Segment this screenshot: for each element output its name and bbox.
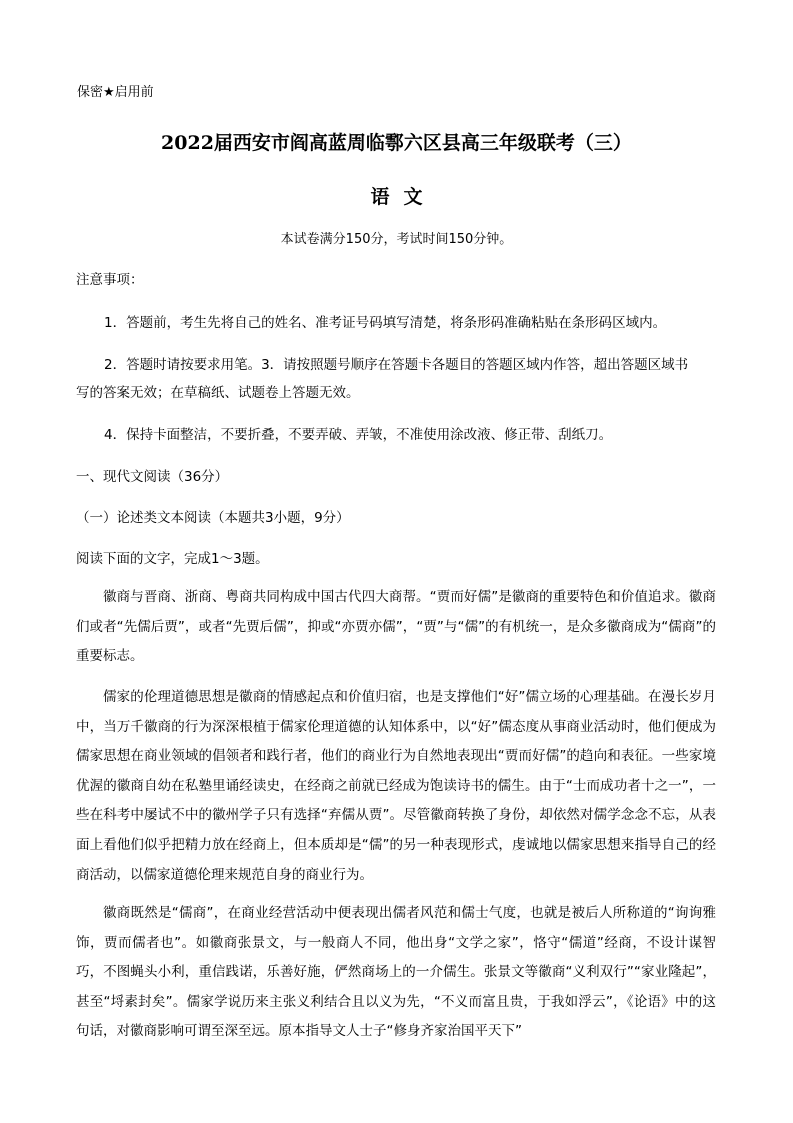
confidential-label: 保密★启用前 xyxy=(77,85,154,100)
note-item-2-line-2: 写的答案无效；在草稿纸、试题卷上答题无效。 xyxy=(76,385,360,401)
subsection-heading: （一）论述类文本阅读（本题共3小题，9分） xyxy=(76,510,350,526)
exam-info: 本试卷满分150分，考试时间150分钟。 xyxy=(280,232,513,247)
note-item-4: 4．保持卡面整洁，不要折叠，不要弄破、弄皱，不准使用涂改液、修正带、刮纸刀。 xyxy=(104,427,613,443)
exam-title: 2022届西安市阎高蓝周临鄠六区县高三年级联考（三） xyxy=(161,132,632,154)
reading-instruction: 阅读下面的文字，完成1～3题。 xyxy=(76,551,269,567)
notes-heading: 注意事项： xyxy=(76,272,144,288)
subject-title: 语文 xyxy=(370,186,437,208)
note-item-1: 1．答题前，考生先将自己的姓名、准考证号码填写清楚，将条形码准确粘贴在条形码区域内。 xyxy=(104,315,667,331)
paragraph-3: 徽商既然是“儒商”，在商业经营活动中便表现出儒者风范和儒士气度，也就是被后人所称道的“询询雅饰，贾而儒者也”。如徽商张景文，与一般商人不同，他出身“文学之家”，恪守“儒道”经商，不设计谋智巧，不图蝇头小利，重信践诺，乐善好施，俨然商场上的一介儒生。张景文等徽商“义利双行”“家业隆起”，甚至“埒素封矣”。儒家学说历来主张义利结合且以义为先，“不义而富且贵，于我如浮云”，《论语》中的这句话，对徽商影响可谓至深至远。原本指导文人士子“修身齐家治国平天下” xyxy=(76,905,716,1040)
note-item-2-line-1: 2．答题时请按要求用笔。3．请按照题号顺序在答题卡各题目的答题区域内作答，超出答题区域书 xyxy=(104,357,689,373)
paragraph-1: 徽商与晋商、浙商、粤商共同构成中国古代四大商帮。“贾而好儒”是徽商的重要特色和价值追求。徽商们或者“先儒后贾”，或者“先贾后儒”，抑或“亦贾亦儒”，“贾”与“儒”的有机统一，是众多徽商成为“儒商”的重要标志。 xyxy=(76,589,716,665)
section-heading: 一、现代文阅读（36分） xyxy=(76,469,229,485)
paragraph-2: 儒家的伦理道德思想是徽商的情感起点和价值归宿，也是支撑他们“好”儒立场的心理基础。在漫长岁月中，当万千徽商的行为深深根植于儒家伦理道德的认知体系中，以“好”儒态度从事商业活动时，他们便成为儒家思想在商业领域的倡领者和践行者，他们的商业行为自然地表现出“贾而好儒”的趋向和表征。一些家境优渥的徽商自幼在私塾里诵经读史，在经商之前就已经成为饱读诗书的儒生。由于“士而成功者十之一”，一些在科考中屡试不中的徽州学子只有选择“弃儒从贾”。尽管徽商转换了身份，却依然对儒学念念不忘，从表面上看他们似乎把精力放在经商上，但本质却是“儒”的另一种表现形式，虔诚地以儒家思想来指导自己的经商活动，以儒家道德伦理来规范自身的商业行为。 xyxy=(76,689,716,883)
